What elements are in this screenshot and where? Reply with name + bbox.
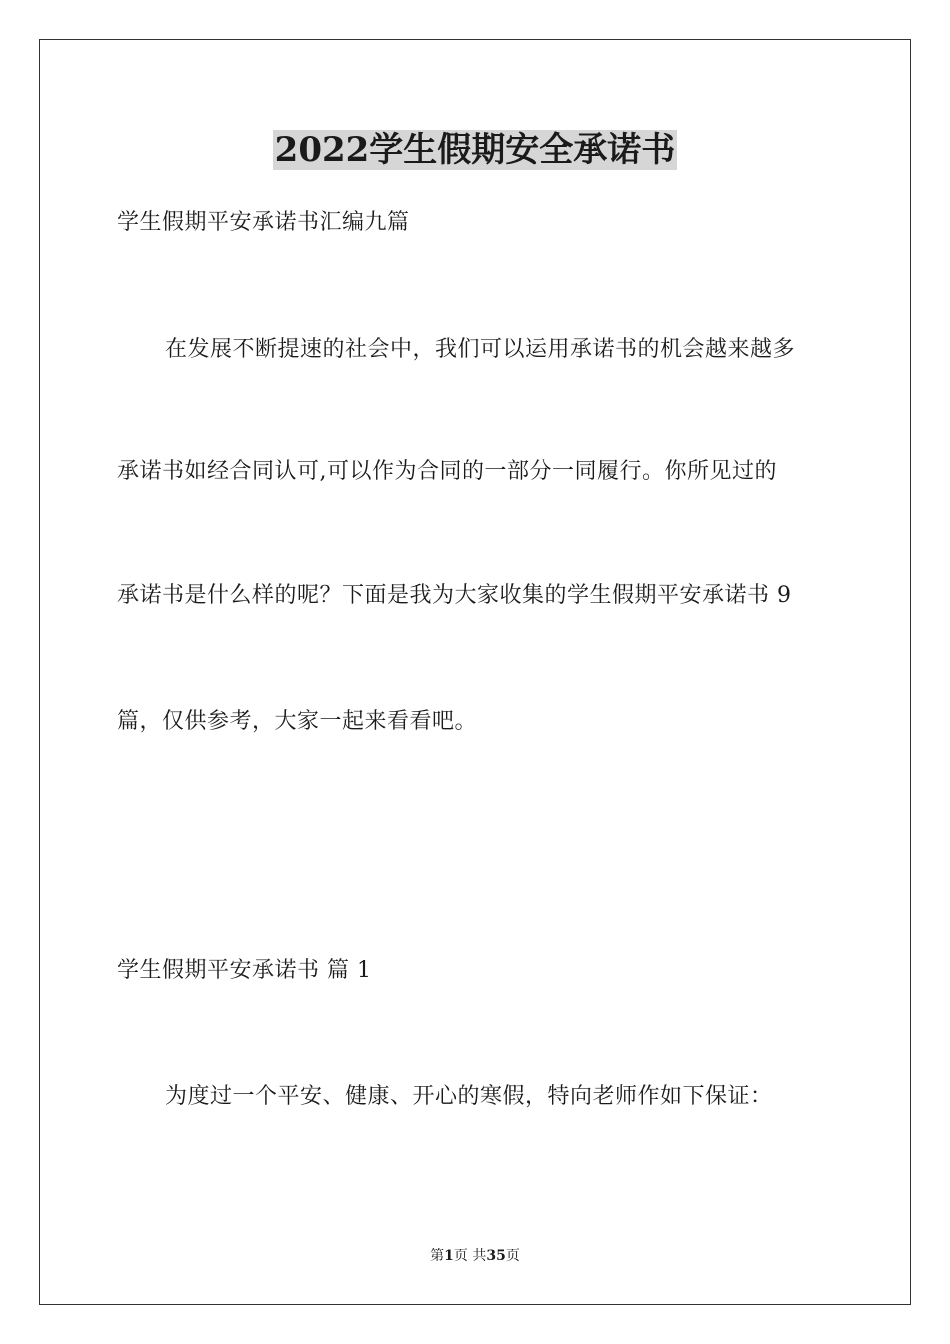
document-subtitle: 学生假期平安承诺书汇编九篇 (117, 210, 410, 235)
page-footer (0, 1246, 950, 1266)
footer-mid: 页 共 (453, 1248, 487, 1264)
document-title-text: 2022学生假期安全承诺书 (274, 130, 676, 170)
document-title (0, 128, 950, 172)
intro-line-2: 承诺书如经合同认可,可以作为合同的一部分一同履行。你所见过的 (117, 459, 777, 484)
section-first-line: 为度过一个平安、健康、开心的寒假，特向老师作如下保证： (165, 1084, 773, 1109)
footer-page-total: 35 (486, 1248, 506, 1264)
intro-line-4: 篇，仅供参考，大家一起来看看吧。 (117, 709, 478, 734)
section-heading: 学生假期平安承诺书 篇 1 (117, 958, 372, 983)
footer-prefix: 第 (430, 1248, 445, 1264)
intro-line-1: 在发展不断提速的社会中，我们可以运用承诺书的机会越来越多 (165, 337, 796, 362)
intro-line-3: 承诺书是什么样的呢？下面是我为大家收集的学生假期平安承诺书 9 (117, 583, 792, 608)
footer-page-current: 1 (444, 1248, 454, 1264)
footer-suffix: 页 (505, 1248, 520, 1264)
